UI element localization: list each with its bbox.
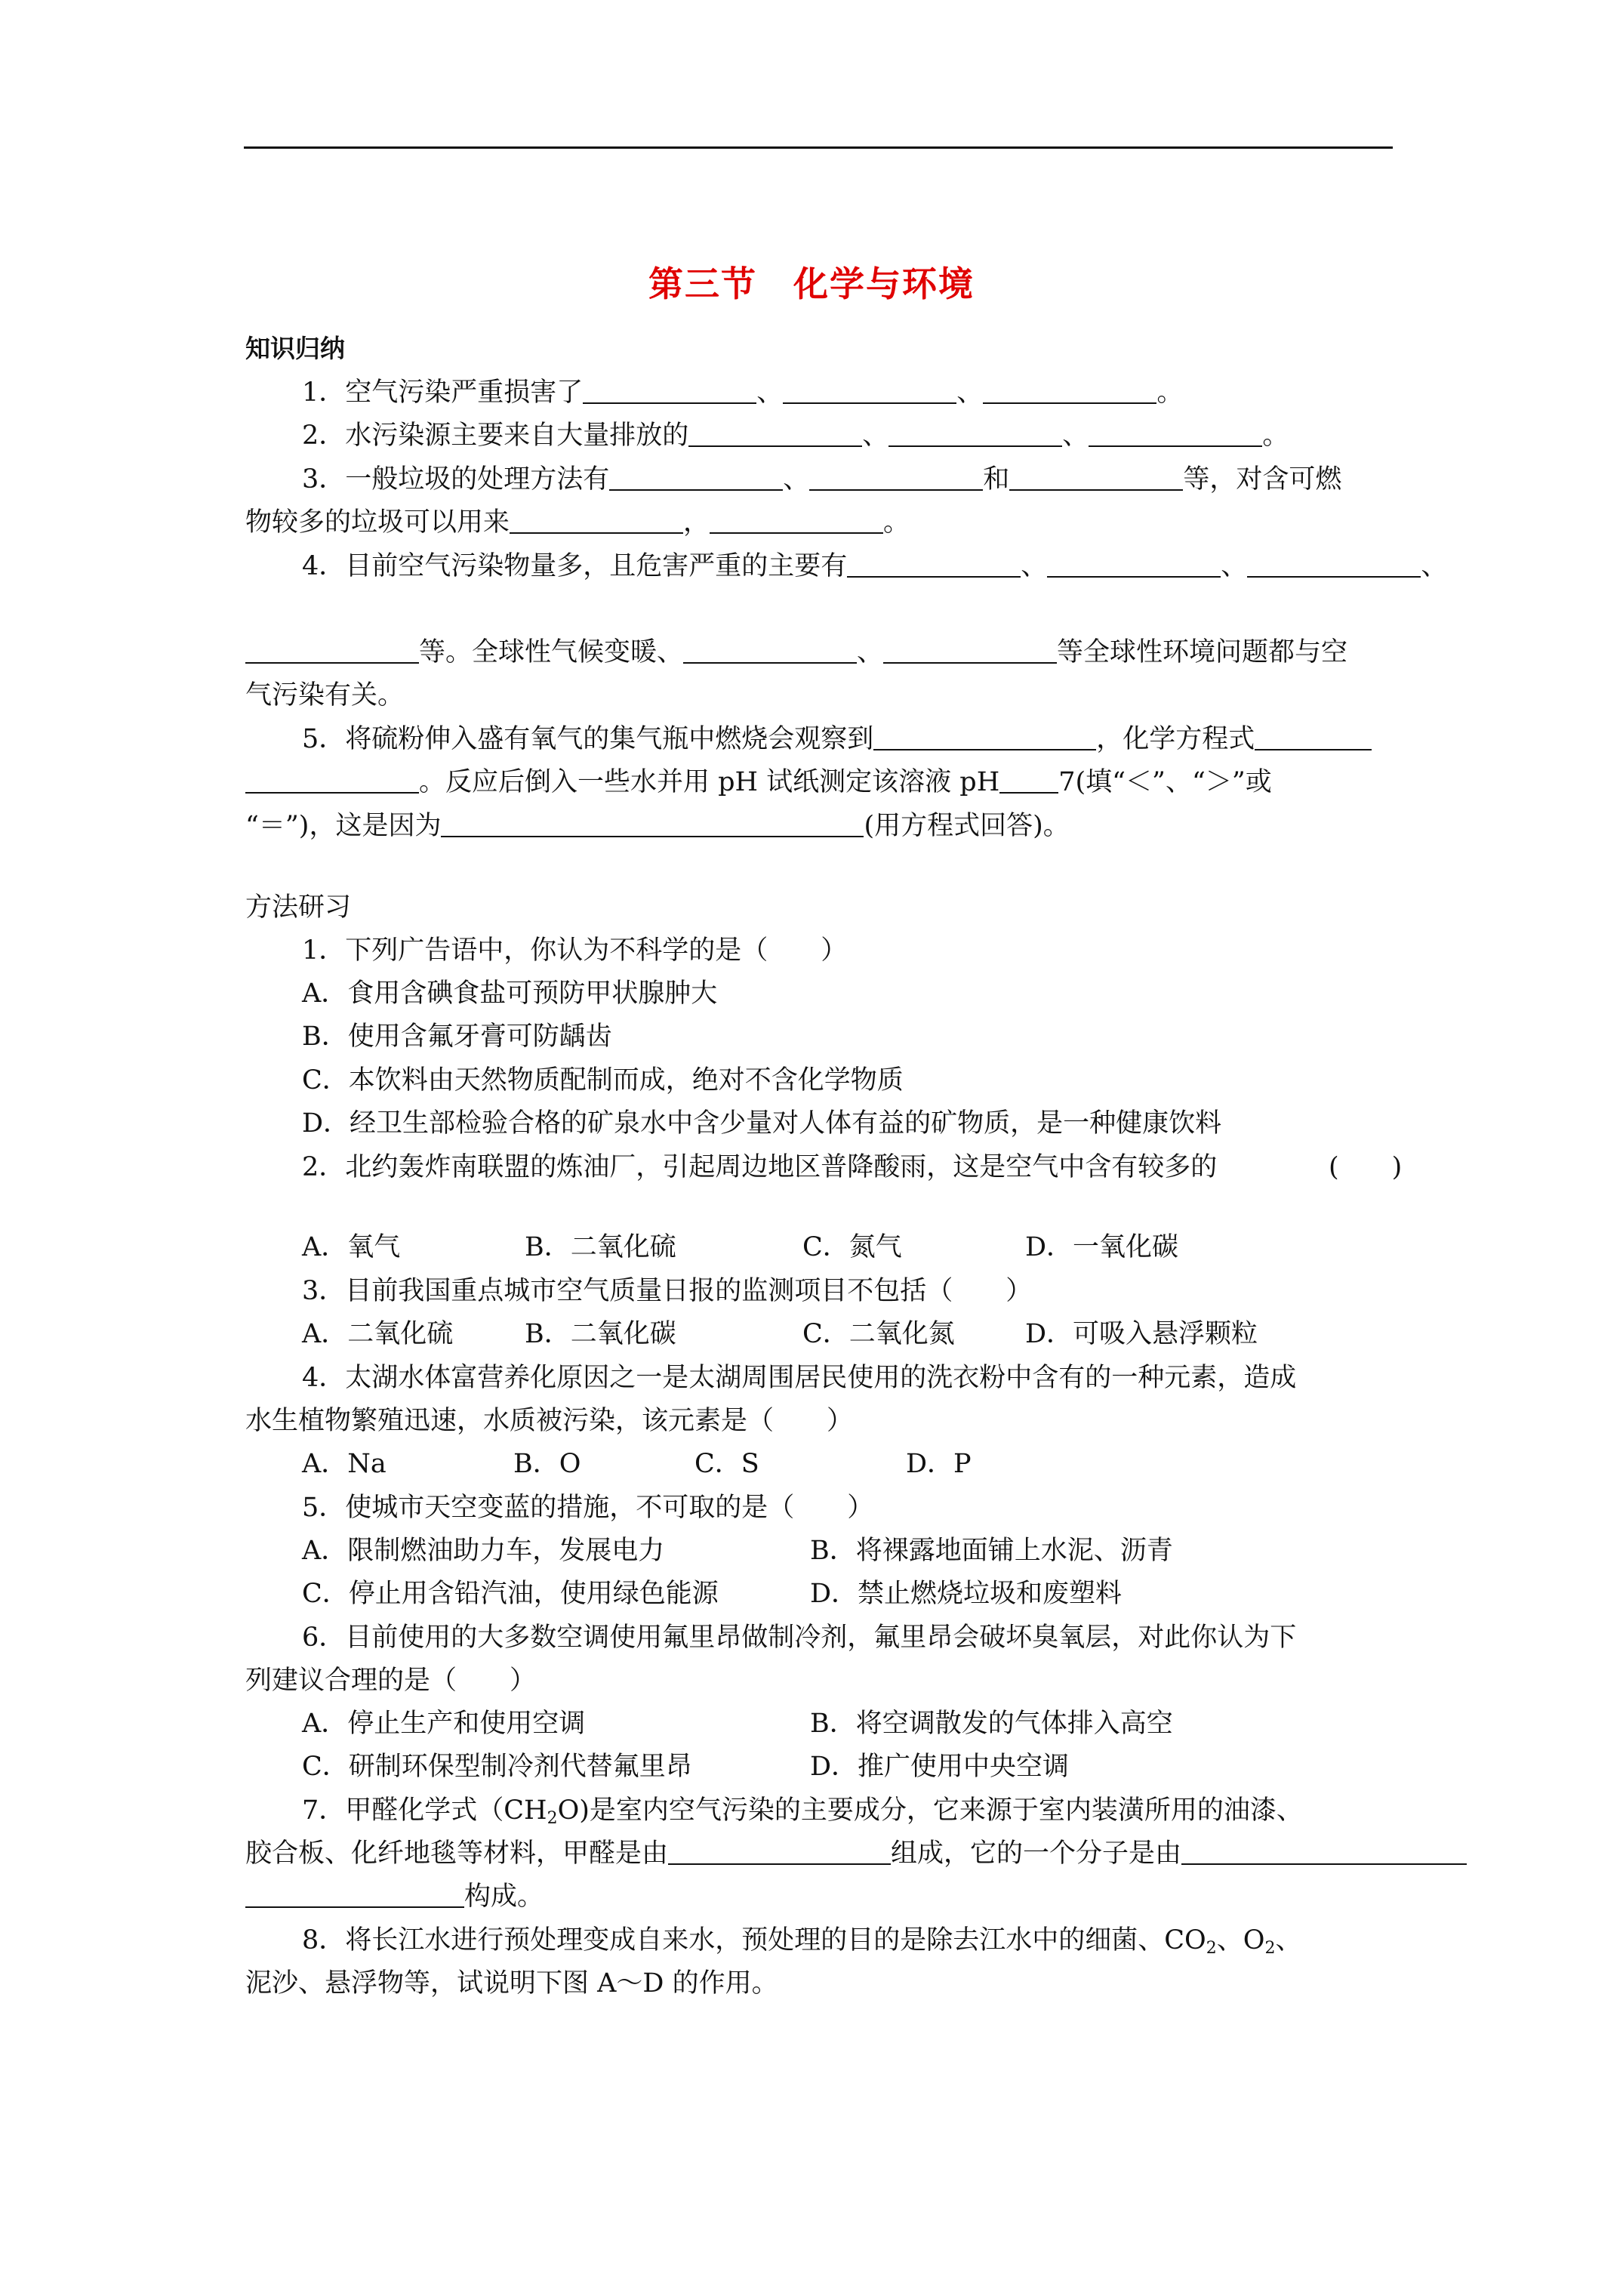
page-title: 第三节 化学与环境 bbox=[648, 264, 975, 304]
answer-blank[interactable] bbox=[245, 768, 419, 794]
option-2-4-c[interactable]: C．S bbox=[694, 1449, 759, 1479]
option-2-6-d[interactable]: D．推广使用中央空调 bbox=[810, 1752, 1070, 1782]
answer-blank[interactable] bbox=[999, 768, 1058, 794]
option-2-2-d[interactable]: D．一氧化碳 bbox=[1025, 1232, 1179, 1262]
option-2-1-c[interactable]: C．本饮料由天然物质配制而成，绝对不含化学物质 bbox=[302, 1065, 904, 1096]
question-2-7-line2: 胶合板、化纤地毯等材料，甲醛是由 组成，它的一个分子是由 bbox=[245, 1837, 1467, 1870]
option-2-6-b[interactable]: B．将空调散发的气体排入高空 bbox=[810, 1709, 1173, 1739]
question-2-7-line3: 构成。 bbox=[245, 1880, 544, 1913]
question-2-6: 6．目前使用的大多数空调使用氟里昂做制冷剂，氟里昂会破坏臭氧层，对此你认为下 bbox=[302, 1623, 1297, 1653]
header-rule bbox=[244, 146, 1393, 149]
question-2-4-line2: 水生植物繁殖迅速，水质被污染，该元素是（ ） bbox=[245, 1406, 854, 1436]
answer-blank[interactable] bbox=[883, 638, 1057, 664]
option-2-3-d[interactable]: D．可吸入悬浮颗粒 bbox=[1025, 1319, 1258, 1349]
answer-blank[interactable] bbox=[583, 378, 756, 404]
answer-blank[interactable] bbox=[683, 638, 857, 664]
answer-blank[interactable] bbox=[888, 421, 1062, 447]
question-1-5-line2: 。反应后倒入一些水并用 pH 试纸测定该溶液 pH 7(填“＜”、“＞”或 bbox=[245, 766, 1272, 799]
option-2-2-a[interactable]: A．氧气 bbox=[302, 1232, 401, 1262]
question-1-4-line3: 气污染有关。 bbox=[245, 680, 405, 710]
option-2-5-c[interactable]: C．停止用含铅汽油，使用绿色能源 bbox=[302, 1579, 719, 1609]
option-2-1-d[interactable]: D．经卫生部检验合格的矿泉水中含少量对人体有益的矿物质，是一种健康饮料 bbox=[302, 1108, 1222, 1139]
answer-blank[interactable] bbox=[245, 1882, 464, 1908]
answer-blank[interactable] bbox=[847, 552, 1021, 578]
question-2-7: 7．甲醛化学式$(CH_2O)$是室内空气污染的主要成分，它来源于室内装潢所用的油漆、 bbox=[302, 1795, 1303, 1828]
question-2-5: 5．使城市天空变蓝的措施，不可取的是（ ） bbox=[302, 1493, 874, 1523]
answer-blank[interactable] bbox=[1255, 725, 1372, 750]
answer-blank[interactable] bbox=[1247, 552, 1421, 578]
option-2-2-c[interactable]: C．氮气 bbox=[802, 1232, 902, 1262]
answer-paren: ( ) bbox=[1329, 1152, 1403, 1182]
answer-blank[interactable] bbox=[873, 725, 1096, 750]
option-2-3-b[interactable]: B．二氧化碳 bbox=[525, 1319, 676, 1349]
answer-blank[interactable] bbox=[1047, 552, 1221, 578]
option-2-5-d[interactable]: D．禁止燃烧垃圾和废塑料 bbox=[810, 1579, 1123, 1609]
option-2-3-c[interactable]: C．二氧化氮 bbox=[802, 1319, 955, 1349]
question-1-4: 4．目前空气污染物量多，且危害严重的主要有 、 、 、 bbox=[302, 551, 1448, 581]
answer-blank[interactable] bbox=[245, 638, 419, 664]
question-1-3-line2: 物较多的垃圾可以用来 ， 。 bbox=[245, 507, 910, 538]
question-2-6-line2: 列建议合理的是（ ） bbox=[245, 1666, 537, 1696]
question-1-5: 5．将硫粉伸入盛有氧气的集气瓶中燃烧会观察到 ，化学方程式 bbox=[302, 723, 1372, 756]
question-2-3: 3．目前我国重点城市空气质量日报的监测项目不包括（ ） bbox=[302, 1276, 1033, 1306]
question-1-4-line2: 等。全球性气候变暖、 、 等全球性环境问题都与空 bbox=[245, 636, 1347, 669]
question-1-5-line3: “＝”)，这是因为 (用方程式回答)。 bbox=[245, 811, 1070, 841]
question-2-2: 2．北约轰炸南联盟的炼油厂，引起周边地区普降酸雨，这是空气中含有较多的 bbox=[302, 1152, 1218, 1182]
question-2-4: 4．太湖水体富营养化原因之一是太湖周围居民使用的洗衣粉中含有的一种元素，造成 bbox=[302, 1363, 1297, 1393]
option-2-4-a[interactable]: A．Na bbox=[302, 1449, 387, 1479]
question-1-2: 2．水污染源主要来自大量排放的 、 、 。 bbox=[302, 421, 1289, 451]
answer-blank[interactable] bbox=[809, 465, 983, 491]
option-2-5-b[interactable]: B．将裸露地面铺上水泥、沥青 bbox=[810, 1536, 1173, 1566]
answer-blank[interactable] bbox=[1181, 1839, 1467, 1865]
option-2-4-d[interactable]: D．P bbox=[906, 1449, 972, 1479]
question-1-3: 3．一般垃圾的处理方法有 、 和 等，对含可燃 bbox=[302, 464, 1342, 495]
question-1-1: 1．空气污染严重损害了 、 、 。 bbox=[302, 378, 1184, 408]
answer-blank[interactable] bbox=[1089, 421, 1262, 447]
answer-blank[interactable] bbox=[609, 465, 783, 491]
option-2-5-a[interactable]: A．限制燃油助力车，发展电力 bbox=[302, 1536, 665, 1566]
option-2-2-b[interactable]: B．二氧化硫 bbox=[525, 1232, 676, 1262]
question-2-8: 8．将长江水进行预处理变成自来水，预处理的目的是除去江水中的细菌、$CO_2$、$O_2$、 bbox=[302, 1925, 1302, 1958]
section-heading-methods: 方法研习 bbox=[245, 892, 352, 923]
option-2-1-b[interactable]: B．使用含氟牙膏可防龋齿 bbox=[302, 1022, 612, 1052]
option-2-1-a[interactable]: A．食用含碘食盐可预防甲状腺肿大 bbox=[302, 978, 718, 1009]
answer-blank[interactable] bbox=[1009, 465, 1183, 491]
question-2-1: 1．下列广告语中，你认为不科学的是（ ） bbox=[302, 935, 848, 966]
section-heading-knowledge: 知识归纳 bbox=[245, 334, 345, 363]
option-2-4-b[interactable]: B．O bbox=[513, 1449, 581, 1479]
option-2-6-a[interactable]: A．停止生产和使用空调 bbox=[302, 1709, 586, 1739]
option-2-3-a[interactable]: A．二氧化硫 bbox=[302, 1319, 454, 1349]
answer-blank[interactable] bbox=[783, 378, 956, 404]
option-2-6-c[interactable]: C．研制环保型制冷剂代替氟里昂 bbox=[302, 1752, 692, 1782]
answer-blank[interactable] bbox=[668, 1839, 891, 1865]
answer-blank[interactable] bbox=[510, 508, 683, 534]
question-2-8-line2: 泥沙、悬浮物等，试说明下图 A～D 的作用。 bbox=[245, 1968, 778, 1999]
answer-blank[interactable] bbox=[710, 508, 883, 534]
answer-blank[interactable] bbox=[441, 812, 864, 837]
answer-blank[interactable] bbox=[688, 421, 862, 447]
answer-blank[interactable] bbox=[983, 378, 1156, 404]
